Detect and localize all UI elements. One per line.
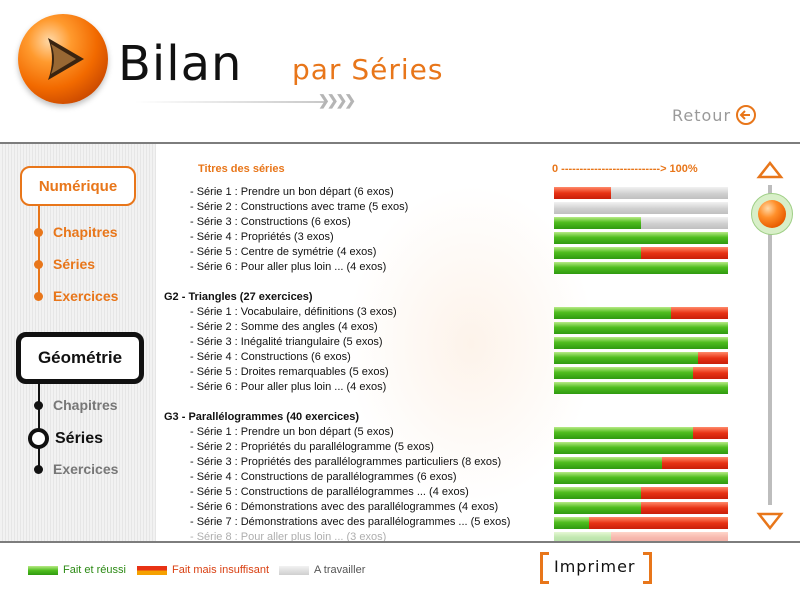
progress-segment-insufficient [611, 532, 728, 541]
selected-ring-icon [28, 428, 49, 449]
bullet-icon [34, 260, 43, 269]
series-row[interactable] [156, 366, 756, 381]
series-list-panel [156, 144, 756, 541]
series-label: - Série 3 : Constructions (6 exos) [190, 216, 351, 228]
series-label: - Série 4 : Propriétés (3 exos) [190, 231, 334, 243]
progress-bar [554, 352, 728, 364]
progress-bar [554, 517, 728, 529]
progress-segment-done [554, 217, 641, 229]
header [0, 0, 800, 142]
series-label: - Série 6 : Pour aller plus loin ... (4 exos) [190, 261, 387, 273]
series-label: - Série 4 : Constructions (6 exos) [190, 351, 351, 363]
bracket-right-icon [643, 552, 652, 584]
series-label: - Série 7 : Démonstrations avec des parallélogrammes ... (5 exos) [190, 516, 511, 528]
series-label: - Série 6 : Pour aller plus loin ... (4 exos) [190, 381, 387, 393]
group-title: G3 - Parallélogrammes (40 exercices) [164, 411, 360, 423]
legend-label: A travailler [314, 564, 366, 576]
progress-segment-done [554, 442, 728, 454]
progress-segment-insufficient [641, 247, 728, 259]
sidebar-item-geometrie-series[interactable] [34, 428, 103, 449]
bracket-left-icon [540, 552, 549, 584]
series-row[interactable] [156, 186, 756, 201]
progress-segment-done [554, 337, 728, 349]
progress-segment-done [554, 262, 728, 274]
progress-segment-done [554, 307, 671, 319]
progress-segment-done [554, 382, 728, 394]
section-numerique-button[interactable]: Numérique [20, 166, 136, 206]
series-row[interactable] [156, 501, 756, 516]
series-row[interactable] [156, 441, 756, 456]
progress-segment-todo [554, 202, 728, 214]
progress-segment-done [554, 457, 662, 469]
series-label: - Série 1 : Prendre un bon départ (6 exos) [190, 186, 394, 198]
progress-segment-insufficient [641, 487, 728, 499]
series-label: - Série 5 : Droites remarquables (5 exos) [190, 366, 389, 378]
footer [0, 543, 800, 600]
progress-bar [554, 232, 728, 244]
print-button[interactable] [540, 552, 652, 582]
sidebar-item-numerique-chapitres[interactable] [34, 224, 118, 240]
series-row[interactable] [156, 471, 756, 486]
progress-segment-insufficient [641, 502, 728, 514]
series-label: - Série 3 : Propriétés des parallélogrammes particuliers (8 exos) [190, 456, 502, 468]
series-row[interactable] [156, 456, 756, 471]
section-geometrie-button[interactable]: Géométrie [16, 332, 144, 384]
sidebar-item-geometrie-exercices[interactable] [34, 461, 118, 477]
progress-segment-insufficient [698, 352, 728, 364]
series-row[interactable] [156, 351, 756, 366]
progress-bar [554, 187, 728, 199]
column-title: Titres des séries [198, 163, 285, 175]
series-row[interactable] [156, 531, 756, 541]
progress-bar [554, 307, 728, 319]
progress-segment-insufficient [662, 457, 728, 469]
sidebar-item-label: Chapitres [53, 224, 118, 240]
bullet-icon [34, 401, 43, 410]
sidebar-item-numerique-series[interactable] [34, 256, 95, 272]
series-row[interactable] [156, 426, 756, 441]
progress-segment-insufficient [554, 187, 611, 199]
scroll-down-arrow-icon[interactable] [756, 511, 784, 531]
title-underline [135, 101, 325, 103]
scroll-up-arrow-icon[interactable] [756, 160, 784, 180]
progress-bar [554, 217, 728, 229]
series-label: - Série 2 : Somme des angles (4 exos) [190, 321, 378, 333]
print-button-label: Imprimer [554, 557, 636, 576]
progress-bar [554, 532, 728, 541]
page-title: Bilan [118, 36, 243, 92]
progress-segment-done [554, 502, 641, 514]
group-title: G2 - Triangles (27 exercices) [164, 291, 313, 303]
series-row[interactable] [156, 201, 756, 216]
progress-bar [554, 472, 728, 484]
series-row[interactable] [156, 216, 756, 231]
progress-bar [554, 487, 728, 499]
series-row[interactable] [156, 381, 756, 396]
sidebar-item-label: Exercices [53, 288, 119, 304]
legend-insufficient [137, 564, 269, 576]
progress-segment-done [554, 427, 693, 439]
scrollbar-handle[interactable] [751, 193, 793, 235]
progress-bar [554, 337, 728, 349]
back-button[interactable] [672, 104, 757, 126]
bullet-icon [34, 465, 43, 474]
progress-segment-insufficient [693, 367, 728, 379]
sidebar-item-label: Chapitres [53, 397, 118, 413]
series-label: - Série 4 : Constructions de parallélogrammes (6 exos) [190, 471, 457, 483]
series-label: - Série 5 : Constructions de parallélogrammes ... (4 exos) [190, 486, 469, 498]
arrow-left-circle-icon [735, 104, 757, 126]
legend-todo [279, 564, 365, 576]
progress-segment-done [554, 247, 641, 259]
scrollbar-knob [758, 200, 786, 228]
play-icon [18, 14, 108, 104]
series-label: - Série 6 : Démonstrations avec des parallélogrammes (4 exos) [190, 501, 499, 513]
progress-segment-todo [611, 187, 728, 199]
legend-swatch-insufficient [137, 566, 167, 575]
legend-label: Fait et réussi [63, 564, 126, 576]
legend-done [28, 564, 126, 576]
sidebar-item-label: Séries [55, 429, 104, 447]
bullet-icon [34, 292, 43, 301]
legend-swatch-todo [279, 566, 309, 575]
series-row[interactable] [156, 486, 756, 501]
series-label: - Série 5 : Centre de symétrie (4 exos) [190, 246, 377, 258]
page-subtitle: par Séries [292, 53, 444, 86]
series-row[interactable] [156, 321, 756, 336]
sidebar-item-label: Séries [53, 256, 96, 272]
series-label: - Série 1 : Prendre un bon départ (5 exos) [190, 426, 394, 438]
progress-segment-insufficient [693, 427, 728, 439]
progress-bar [554, 202, 728, 214]
series-label: - Série 3 : Inégalité triangulaire (5 exos) [190, 336, 383, 348]
series-row[interactable] [156, 336, 756, 351]
progress-segment-done [554, 532, 611, 541]
progress-segment-done [554, 472, 728, 484]
progress-bar [554, 502, 728, 514]
legend-swatch-done [28, 566, 58, 575]
series-label: - Série 1 : Vocabulaire, définitions (3 exos) [190, 306, 397, 318]
section-geometrie-line [38, 382, 40, 468]
progress-segment-done [554, 367, 693, 379]
series-label: - Série 2 : Propriétés du parallélogramme (5 exos) [190, 441, 434, 453]
progress-segment-done [554, 322, 728, 334]
series-row[interactable] [156, 306, 756, 321]
sidebar-item-label: Exercices [53, 461, 119, 477]
progress-bar [554, 322, 728, 334]
progress-segment-insufficient [589, 517, 728, 529]
series-label: - Série 2 : Constructions avec trame (5 exos) [190, 201, 409, 213]
progress-scale-label: 0 ---------------------------> 100% [552, 163, 698, 175]
sidebar [0, 144, 156, 541]
section-numerique-line [38, 206, 40, 296]
progress-segment-done [554, 517, 589, 529]
progress-segment-done [554, 487, 641, 499]
progress-bar [554, 367, 728, 379]
series-row[interactable] [156, 231, 756, 246]
sidebar-item-numerique-exercices[interactable] [34, 288, 118, 304]
back-button-label: Retour [672, 105, 732, 125]
legend-label: Fait mais insuffisant [172, 564, 270, 576]
series-row[interactable] [156, 261, 756, 276]
progress-bar [554, 382, 728, 394]
series-label: - Série 8 : Pour aller plus loin ... (3 exos) [190, 531, 387, 541]
double-chevron-icon: ❯❯❯❯ [318, 92, 353, 108]
progress-segment-todo [641, 217, 728, 229]
progress-bar [554, 262, 728, 274]
progress-segment-done [554, 232, 728, 244]
series-row[interactable] [156, 516, 756, 531]
progress-bar [554, 457, 728, 469]
series-row[interactable] [156, 246, 756, 261]
progress-bar [554, 427, 728, 439]
progress-segment-done [554, 352, 698, 364]
progress-bar [554, 247, 728, 259]
sidebar-item-geometrie-chapitres[interactable] [34, 397, 118, 413]
progress-bar [554, 442, 728, 454]
progress-segment-insufficient [671, 307, 728, 319]
bullet-icon [34, 228, 43, 237]
